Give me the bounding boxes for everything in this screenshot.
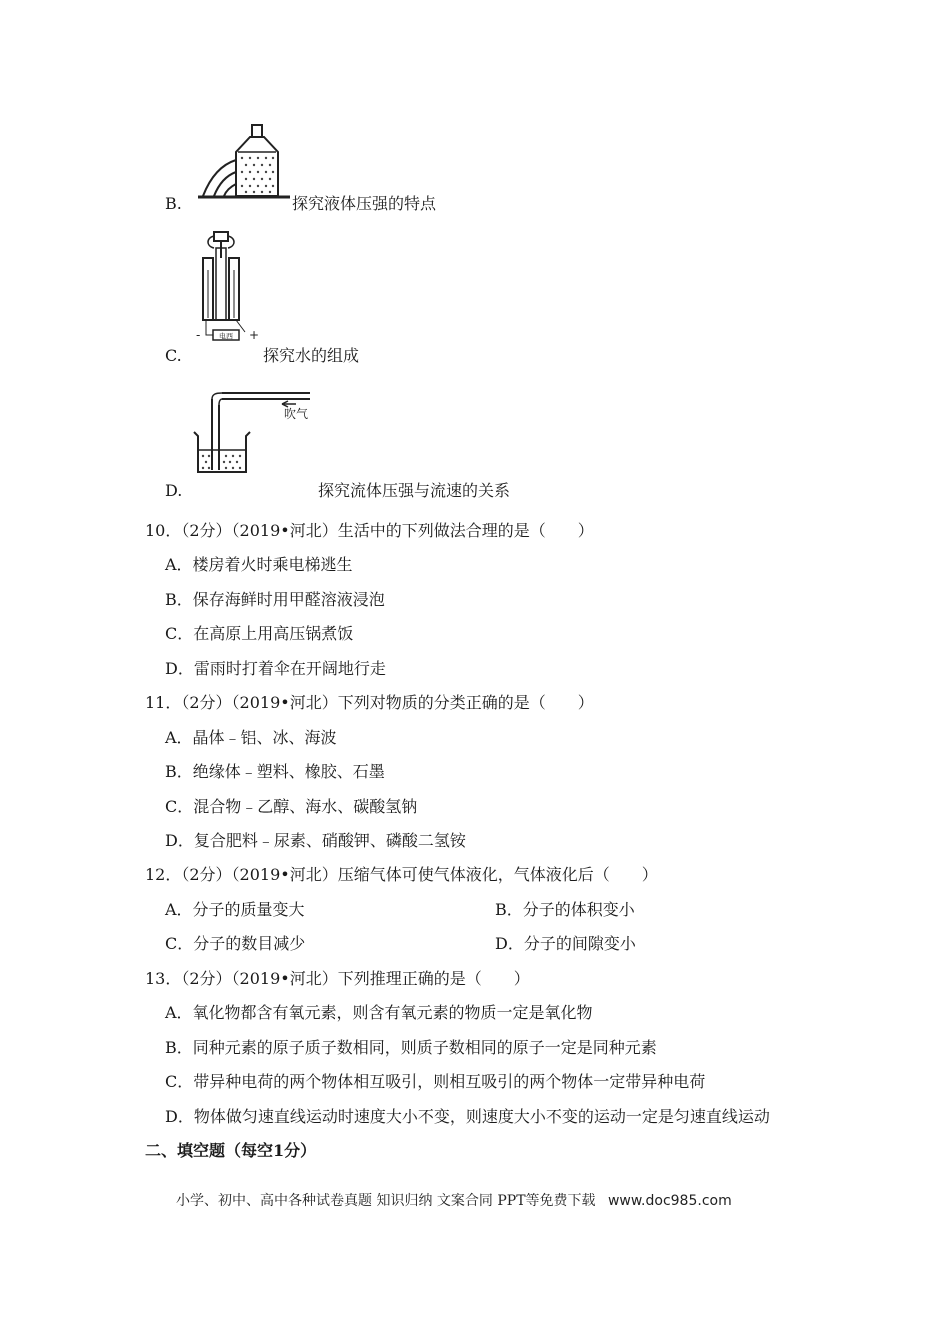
question-11-stem: 11．（2分）（2019•河北）下列对物质的分类正确的是（ ）	[145, 693, 594, 712]
plus-sign: +	[249, 328, 260, 342]
q9-option-c-text: 探究水的组成	[263, 346, 360, 365]
question-13-option-b: B．同种元素的原子质子数相同，则质子数相同的原子一定是同种元素	[165, 1038, 657, 1057]
blow-label: 吹气	[284, 407, 309, 421]
question-12-option-d: D．分子的间隙变小	[495, 934, 636, 953]
question-10-option-c: C．在高原上用高压锅煮饭	[165, 624, 354, 643]
footer-text: 小学、初中、高中各种试卷真题 知识归纳 文案合同 PPT等免费下载	[176, 1193, 596, 1209]
question-11-option-d: D．复合肥料﹣尿素、硝酸钾、磷酸二氢铵	[165, 831, 466, 850]
question-11-option-a: A．晶体﹣铝、冰、海波	[165, 728, 337, 747]
minus-sign: -	[196, 328, 201, 342]
q9-option-c-letter: C.	[165, 346, 182, 365]
question-12-option-c: C．分子的数目减少	[165, 934, 306, 953]
question-10-option-d: D．雷雨时打着伞在开阔地行走	[165, 659, 386, 678]
footer-ad	[176, 1192, 732, 1210]
question-13-stem: 13．（2分）（2019•河北）下列推理正确的是（ ）	[145, 969, 530, 988]
question-10-option-a: A．楼房着火时乘电梯逃生	[165, 555, 353, 574]
question-13-option-a: A．氧化物都含有氧元素，则含有氧元素的物质一定是氧化物	[165, 1003, 593, 1022]
question-11-option-b: B．绝缘体﹣塑料、橡胶、石墨	[165, 762, 385, 781]
question-13-option-d: D．物体做匀速直线运动时速度大小不变，则速度大小不变的运动一定是匀速直线运动	[165, 1107, 770, 1126]
electrolysis-label: 电西	[219, 332, 233, 341]
q9-option-d-text: 探究流体压强与流速的关系	[318, 481, 511, 500]
question-12-stem: 12．（2分）（2019•河北）压缩气体可使气体液化，气体液化后（ ）	[145, 865, 658, 884]
footer-url[interactable]: www.doc985.com	[607, 1193, 732, 1209]
beaker-drawing	[194, 393, 310, 472]
question-10-option-b: B．保存海鲜时用甲醛溶液浸泡	[165, 590, 385, 609]
question-13-option-c: C．带异种电荷的两个物体相互吸引，则相互吸引的两个物体一定带异种电荷	[165, 1072, 706, 1091]
question-11-option-c: C．混合物﹣乙醇、海水、碳酸氢钠	[165, 797, 418, 816]
question-10-stem: 10．（2分）（2019•河北）生活中的下列做法合理的是（ ）	[145, 521, 594, 540]
q9-option-b-text: 探究液体压强的特点	[292, 194, 437, 213]
q9-option-d-letter: D.	[165, 481, 183, 500]
q9-option-b-letter: B.	[165, 194, 182, 213]
question-12-option-a: A．分子的质量变大	[165, 900, 305, 919]
question-12-option-b: B．分子的体积变小	[495, 900, 635, 919]
section-2-heading: 二、填空题（每空1分）	[145, 1141, 317, 1160]
